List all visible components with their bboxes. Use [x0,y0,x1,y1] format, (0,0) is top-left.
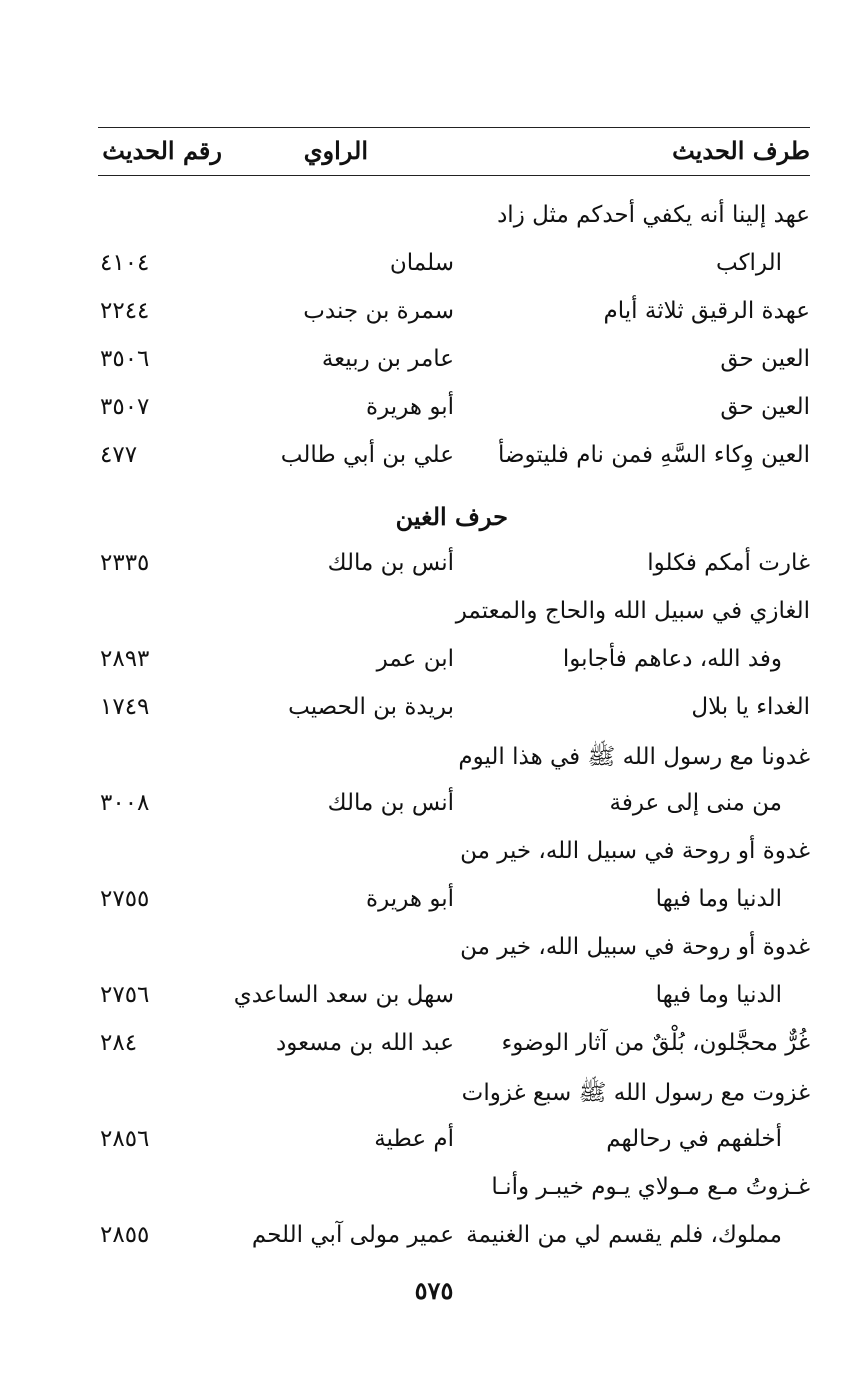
hadith-text: غدونا مع رسول الله ﷺ في هذا اليوم [458,744,810,770]
hadith-text-continued: من منى إلى عرفة [609,790,782,816]
page-number: ٥٧٥ [414,1276,454,1305]
narrator: عمير مولى آبي اللحم [251,1222,454,1248]
hadith-text: غارت أمكم فكلوا [647,550,810,576]
narrator: سلمان [389,250,454,276]
hadith-text-continued: أخلفهم في رحالهم [606,1126,782,1152]
narrator: سهل بن سعد الساعدي [233,982,454,1008]
hadith-text: غُرٌّ محجَّلون، بُلْقٌ من آثار الوضوء [501,1030,810,1056]
column-header-number: رقم الحديث [102,136,222,165]
hadith-number: ٢٧٥٦ [100,982,150,1008]
hadith-number: ٢٨٥٥ [100,1222,150,1248]
hadith-text: الغداء يا بلال [691,694,810,720]
hadith-text: غدوة أو روحة في سبيل الله، خير من [460,838,810,864]
narrator: أبو هريرة [366,886,454,912]
hadith-text: العين وِكاء السَّهِ فمن نام فليتوضأ [498,442,810,468]
narrator: عامر بن ربيعة [321,346,454,372]
hadith-text: عهدة الرقيق ثلاثة أيام [603,298,810,324]
header-top-rule [98,127,810,128]
column-header-title: طرف الحديث [672,136,810,165]
narrator: أبو هريرة [366,394,454,420]
narrator: أنس بن مالك [327,550,454,576]
hadith-text: عهد إلينا أنه يكفي أحدكم مثل زاد [497,202,810,228]
hadith-number: ٤١٠٤ [100,250,150,276]
narrator: أم عطية [374,1126,454,1152]
hadith-text-continued: الدنيا وما فيها [655,982,782,1008]
hadith-text: غزوت مع رسول الله ﷺ سبع غزوات [461,1080,810,1106]
hadith-text-continued: الدنيا وما فيها [655,886,782,912]
narrator: أنس بن مالك [327,790,454,816]
hadith-number: ٢٨٤ [100,1030,138,1056]
hadith-number: ٢٣٣٥ [100,550,150,576]
hadith-number: ٢٨٥٦ [100,1126,150,1152]
hadith-number: ٢٢٤٤ [100,298,150,324]
hadith-number: ٣٥٠٧ [100,394,150,420]
header-bottom-rule [98,175,810,176]
hadith-number: ٣٥٠٦ [100,346,150,372]
hadith-number: ٢٨٩٣ [100,646,150,672]
column-header-narrator: الراوي [303,136,368,165]
hadith-number: ١٧٤٩ [100,694,150,720]
hadith-text-continued: الراكب [715,250,782,276]
section-heading: حرف الغين [395,502,508,531]
hadith-text: الغازي في سبيل الله والحاج والمعتمر [455,598,810,624]
narrator: علي بن أبي طالب [280,442,454,468]
hadith-number: ٤٧٧ [100,442,138,468]
hadith-text: العين حق [720,346,810,372]
narrator: ابن عمر [376,646,454,672]
narrator: سمرة بن جندب [303,298,454,324]
narrator: بريدة بن الحصيب [288,694,454,720]
narrator: عبد الله بن مسعود [276,1030,454,1056]
hadith-number: ٣٠٠٨ [100,790,150,816]
hadith-text: غدوة أو روحة في سبيل الله، خير من [460,934,810,960]
hadith-text-continued: وفد الله، دعاهم فأجابوا [562,646,782,672]
hadith-text: العين حق [720,394,810,420]
hadith-text: غـزوتُ مـع مـولاي يـوم خيبـر وأنـا [491,1174,810,1200]
hadith-number: ٢٧٥٥ [100,886,150,912]
hadith-text-continued: مملوك، فلم يقسم لي من الغنيمة [466,1222,782,1248]
